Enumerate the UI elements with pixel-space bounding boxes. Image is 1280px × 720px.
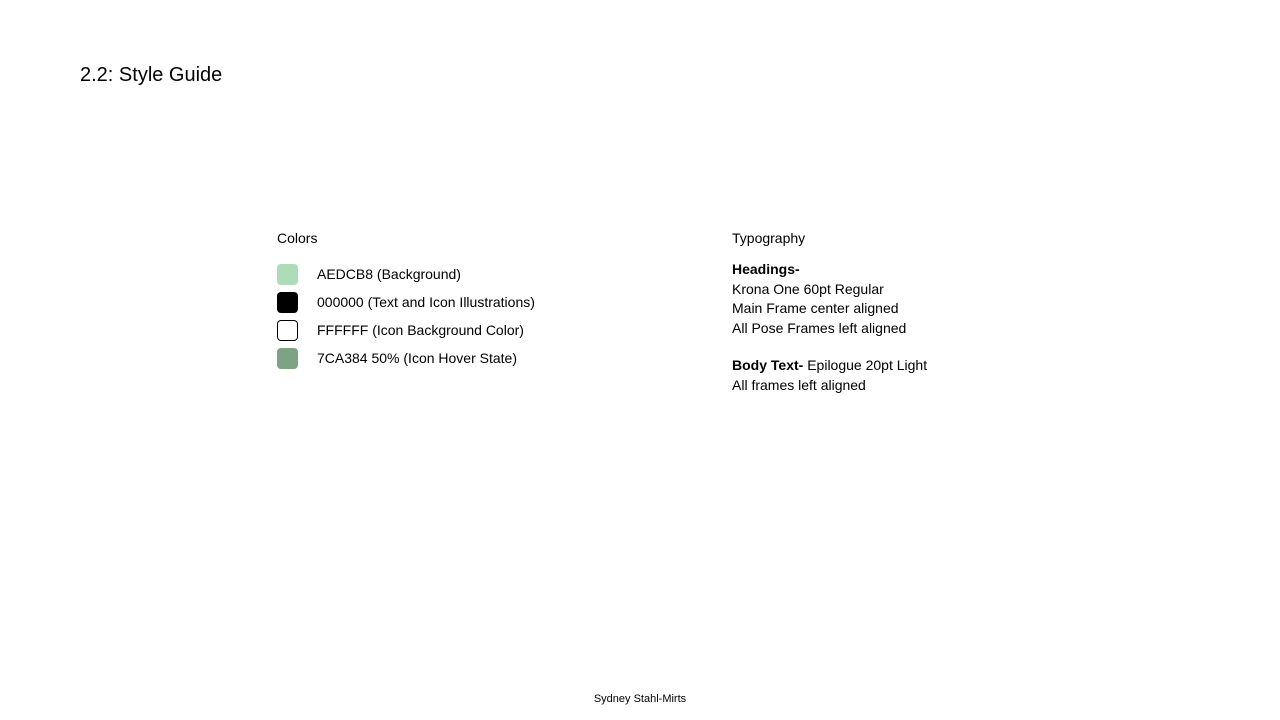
color-swatch-icon-background	[277, 320, 298, 341]
color-item-icon-hover	[277, 348, 657, 370]
headings-main-frame-line: Main Frame center aligned	[732, 300, 899, 316]
color-label-text-icon: 000000 (Text and Icon Illustrations)	[317, 294, 535, 310]
page-title: 2.2: Style Guide	[80, 64, 223, 86]
body-text-title-line	[732, 356, 927, 376]
headings-font-line: Krona One 60pt Regular	[732, 280, 884, 297]
typography-heading: Typography	[732, 230, 806, 246]
color-item-background	[277, 264, 657, 286]
color-label-icon-background: FFFFFF (Icon Background Color)	[317, 322, 524, 338]
color-item-icon-background	[277, 320, 657, 342]
color-label-background: AEDCB8 (Background)	[317, 266, 461, 282]
headings-title: Headings-	[732, 261, 800, 277]
headings-spec	[732, 260, 906, 338]
color-item-text-icon	[277, 292, 657, 314]
colors-section	[277, 229, 677, 366]
author-footer: Sydney Stahl-Mirts	[593, 693, 687, 705]
body-text-spec	[732, 356, 927, 395]
body-text-title: Body Text-	[732, 357, 804, 373]
body-text-font: Epilogue 20pt Light	[807, 357, 928, 373]
colors-heading: Colors	[277, 230, 318, 246]
headings-pose-frames-line: All Pose Frames left aligned	[732, 319, 907, 336]
body-text-alignment-line: All frames left aligned	[732, 376, 866, 393]
typography-section	[732, 229, 1152, 393]
color-swatch-background	[277, 264, 298, 285]
color-swatch-text-icon	[277, 292, 298, 313]
color-swatch-icon-hover	[277, 348, 298, 369]
color-label-icon-hover: 7CA384 50% (Icon Hover State)	[317, 350, 517, 366]
